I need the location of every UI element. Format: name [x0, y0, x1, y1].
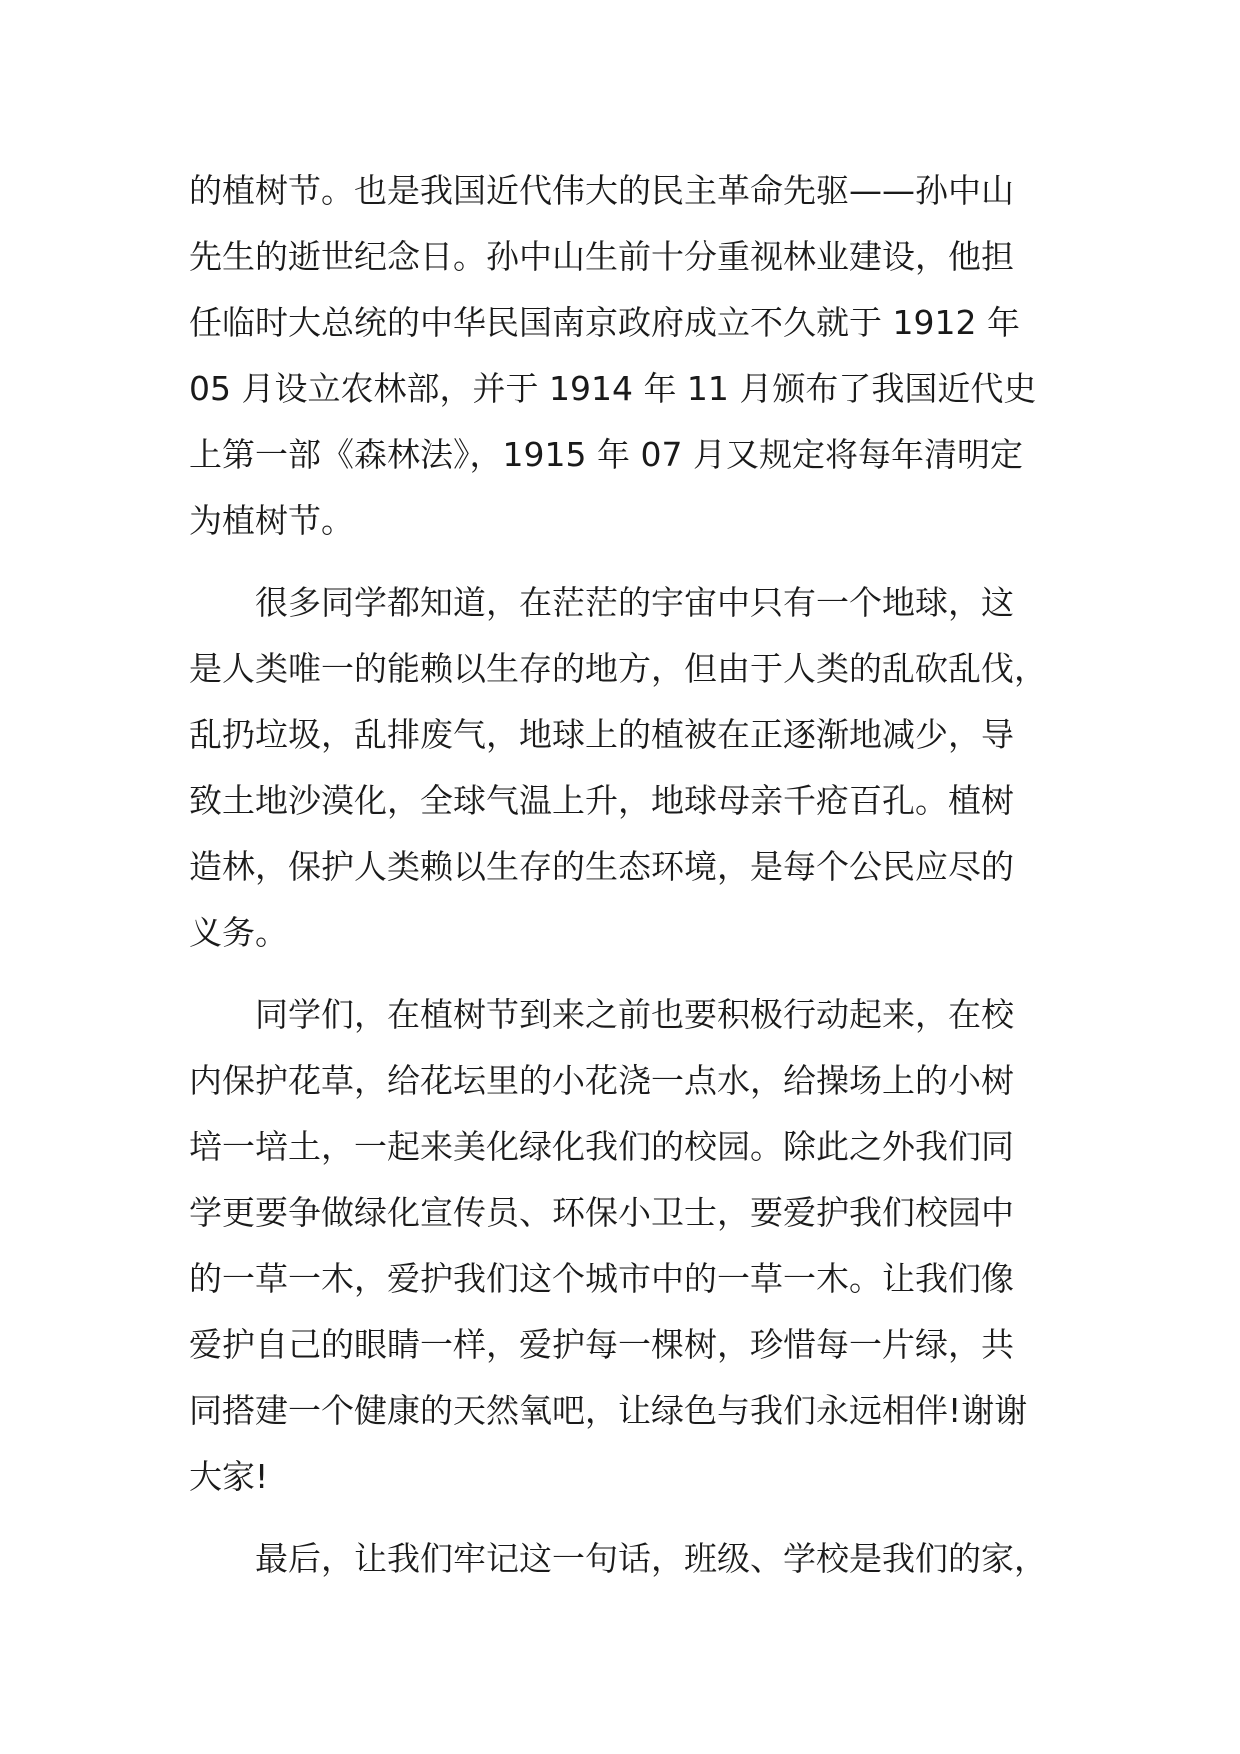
text-line: 义务。 — [189, 913, 288, 952]
text-line: 大家! — [189, 1457, 269, 1496]
text-line: 造林，保护人类赖以生存的生态环境，是每个公民应尽的 — [189, 847, 1014, 886]
text-line: 培一培土，一起来美化绿化我们的校园。除此之外我们同 — [189, 1127, 1014, 1166]
text-line: 内保护花草，给花坛里的小花浇一点水，给操场上的小树 — [189, 1061, 1014, 1100]
text-line: 爱护自己的眼睛一样，爱护每一棵树，珍惜每一片绿，共 — [189, 1325, 1014, 1364]
text-line: 乱扔垃圾，乱排废气，地球上的植被在正逐渐地减少，导 — [189, 715, 1014, 754]
text-line: 的植树节。也是我国近代伟大的民主革命先驱——孙中山 — [189, 171, 1014, 210]
paragraph-2 — [189, 570, 1069, 966]
text-line: 任临时大总统的中华民国南京政府成立不久就于 1912 年 — [189, 303, 1020, 342]
paragraph-1 — [189, 158, 1069, 554]
text-line: 学更要争做绿化宣传员、环保小卫士，要爱护我们校园中 — [189, 1193, 1014, 1232]
text-line: 05 月设立农林部，并于 1914 年 11 月颁布了我国近代史 — [189, 369, 1037, 408]
text-line: 很多同学都知道，在茫茫的宇宙中只有一个地球，这 — [255, 583, 1014, 622]
document-body — [189, 158, 1069, 1608]
text-line: 最后，让我们牢记这一句话，班级、学校是我们的家， — [255, 1539, 1047, 1578]
text-line: 同搭建一个健康的天然氧吧，让绿色与我们永远相伴!谢谢 — [189, 1391, 1028, 1430]
text-line: 为植树节。 — [189, 501, 354, 540]
text-line: 的一草一木，爱护我们这个城市中的一草一木。让我们像 — [189, 1259, 1014, 1298]
text-line: 上第一部《森林法》，1915 年 07 月又规定将每年清明定 — [189, 435, 1023, 474]
paragraph-3 — [189, 982, 1069, 1510]
text-line: 同学们，在植树节到来之前也要积极行动起来，在校 — [255, 995, 1014, 1034]
paragraph-4 — [189, 1526, 1069, 1592]
text-line: 致土地沙漠化，全球气温上升，地球母亲千疮百孔。植树 — [189, 781, 1014, 820]
text-line: 是人类唯一的能赖以生存的地方，但由于人类的乱砍乱伐， — [189, 649, 1047, 688]
text-line: 先生的逝世纪念日。孙中山生前十分重视林业建设，他担 — [189, 237, 1014, 276]
